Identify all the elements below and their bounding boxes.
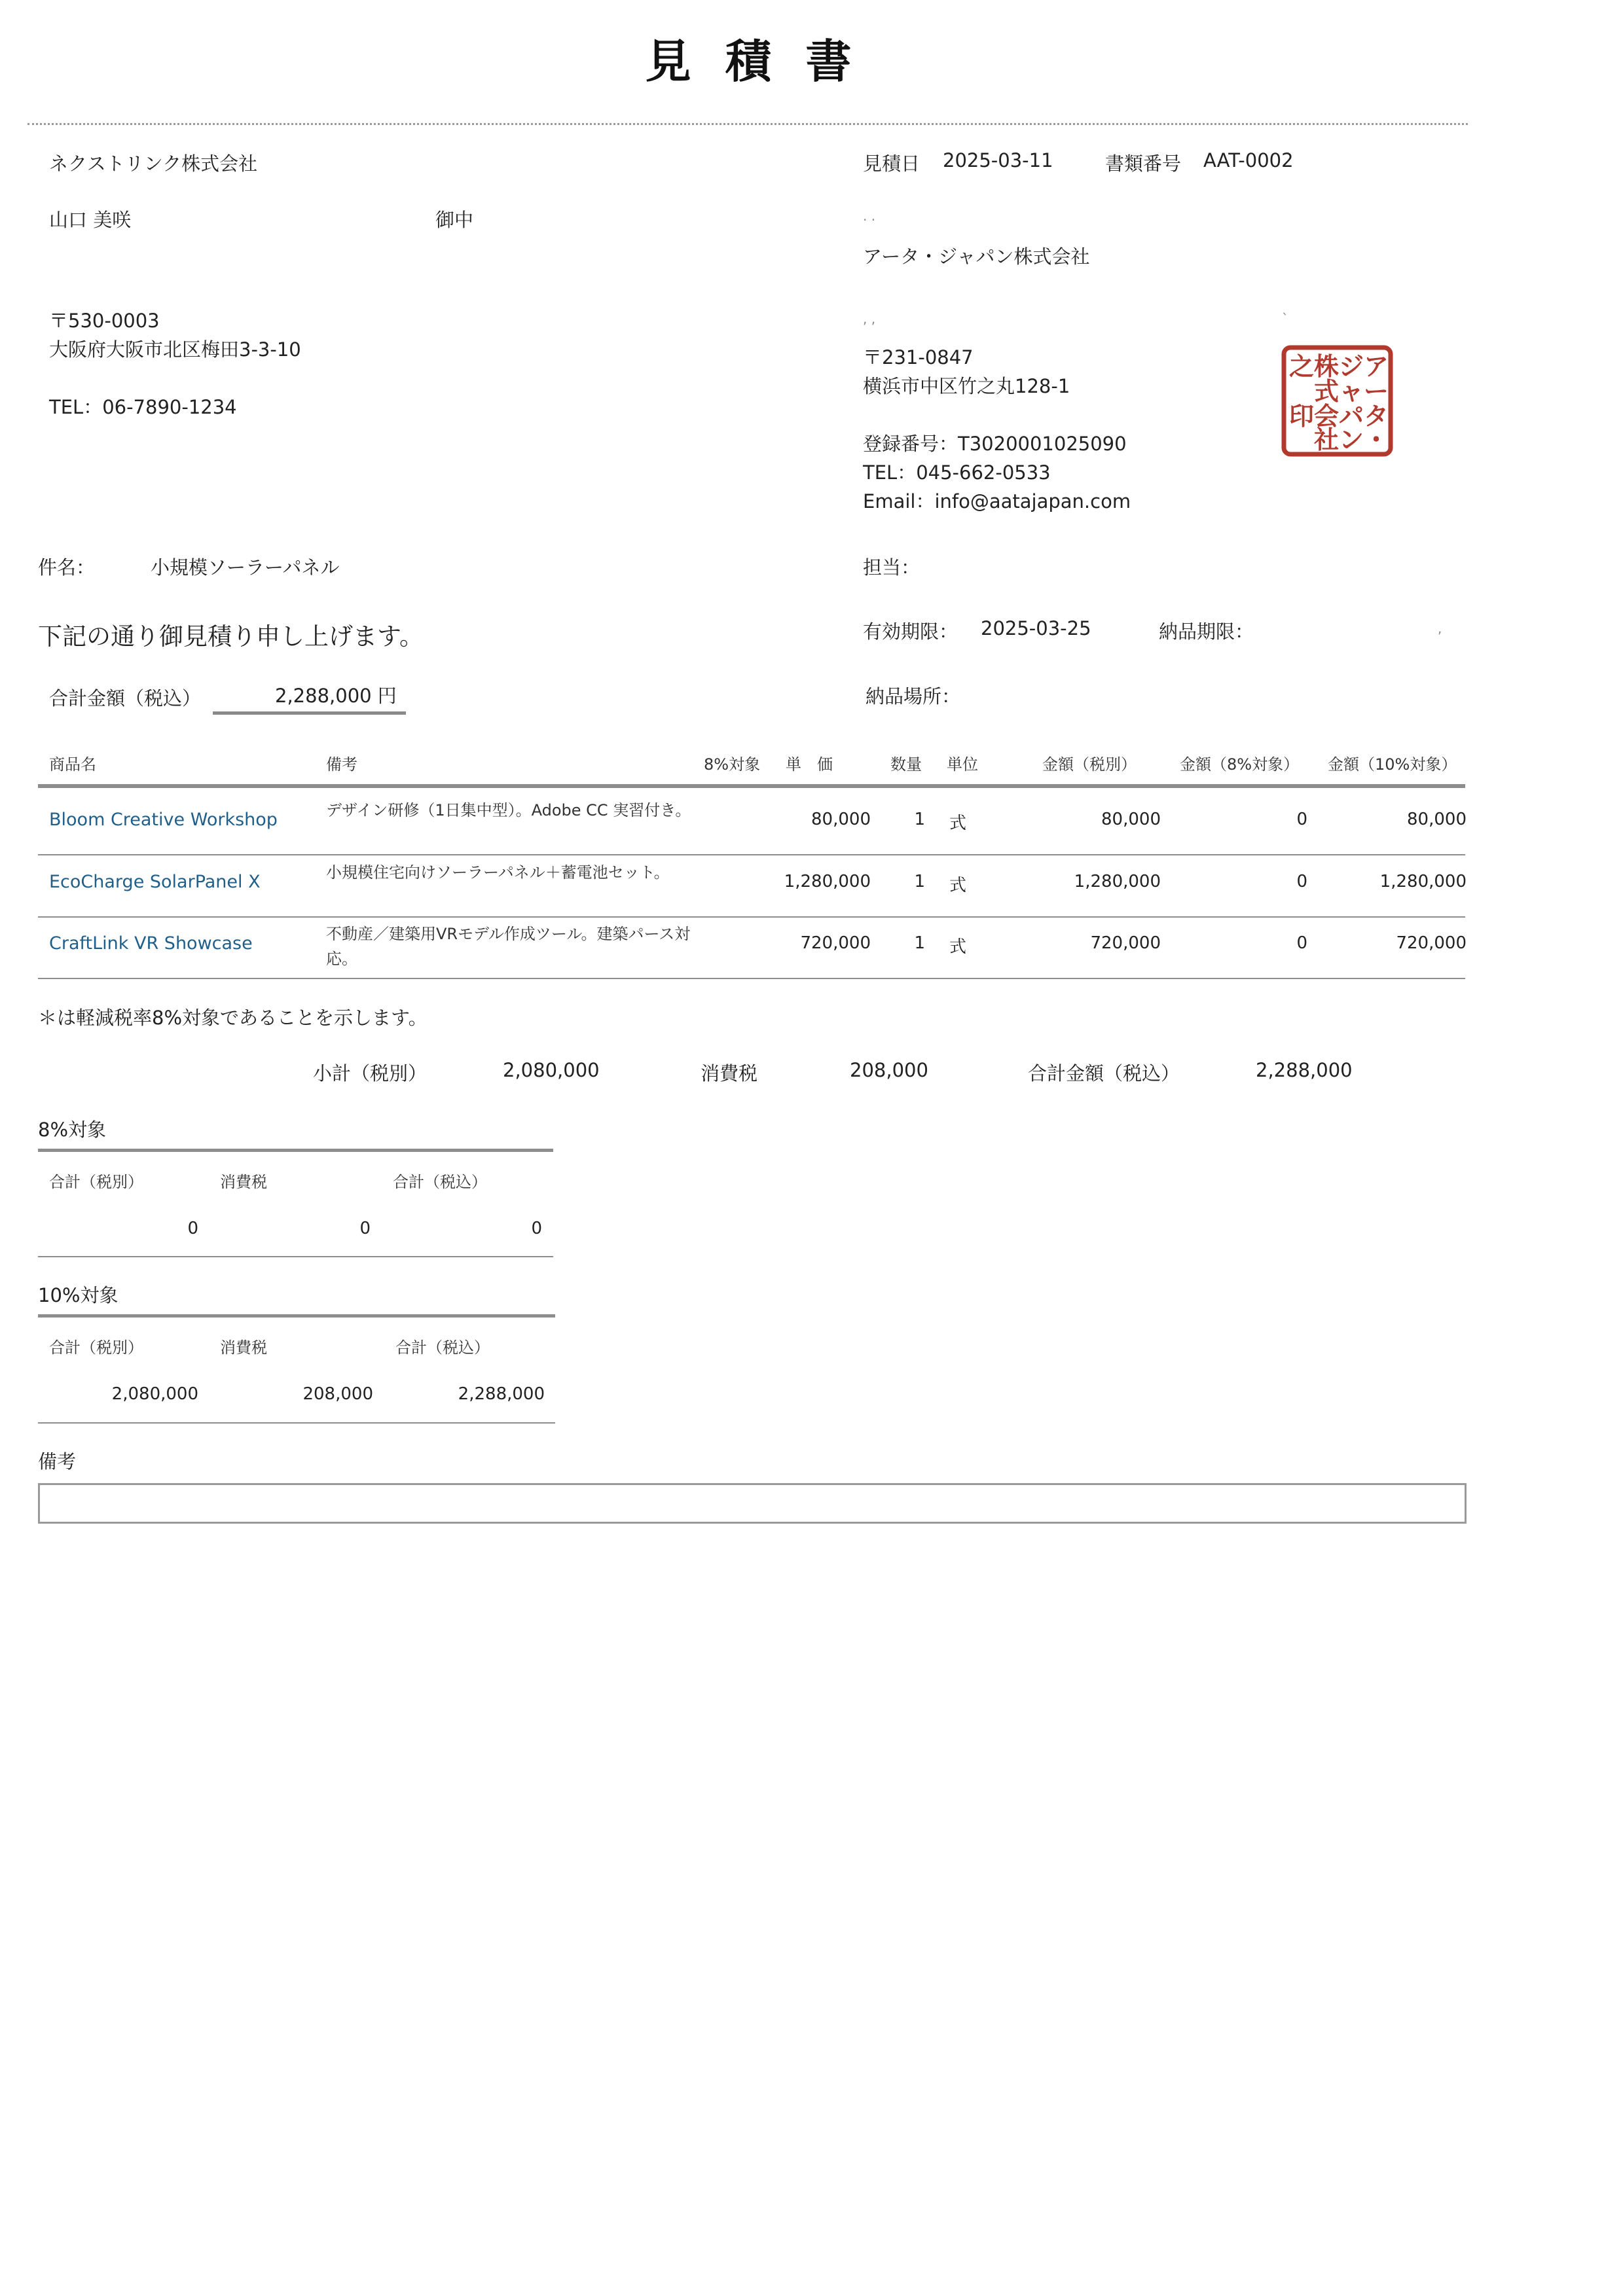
row-note: 不動産／建築用VRモデル作成ツール。建築パース対応。 [326,925,691,968]
tax-8-header-total: 合計（税込） [393,1173,487,1191]
customer-person: 山口 美咲 [49,209,132,231]
svg-text:パ: パ [1339,401,1364,431]
svg-text:社: 社 [1314,425,1340,454]
tax-8-header-tax: 消費税 [220,1173,267,1191]
doc-number-value: AAT-0002 [1203,149,1294,171]
tax-8-label: 8%対象 [38,1119,107,1141]
th-amount-10: 金額（10%対象） [1328,755,1457,774]
tax-8-tax: 0 [359,1219,371,1238]
row-product: CraftLink VR Showcase [49,933,253,954]
tax-10-total: 2,288,000 [458,1384,545,1404]
row-amount: 1,280,000 [1074,872,1161,891]
th-note: 備考 [326,755,357,774]
tax-10-label: 10%対象 [38,1284,119,1306]
delivery-deadline-label: 納品期限： [1159,620,1254,643]
title-divider [27,123,1468,125]
row-note: 小規模住宅向けソーラーパネル＋蓄電池セット。 [326,863,670,882]
tax-10-top-rule [38,1314,555,1318]
tax-10-header-tax: 消費税 [220,1338,267,1357]
row-amount: 80,000 [1101,810,1161,829]
document-title: 見 積 書 [645,35,861,88]
svg-text:ジ: ジ [1339,351,1364,381]
issuer-address: 横浜市中区竹之丸128-1 [863,375,1070,397]
row-divider [38,916,1465,918]
issuer-company: アータ・ジャパン株式会社 [863,245,1090,268]
row-unit-price: 1,280,000 [784,872,871,891]
total-underline [213,711,406,715]
th-product: 商品名 [49,755,96,774]
tax-10-header-total: 合計（税込） [395,1338,490,1357]
svg-text:株: 株 [1314,351,1340,381]
row-product: Bloom Creative Workshop [49,810,278,830]
tax-8-top-rule [38,1149,553,1152]
svg-text:式: 式 [1314,376,1340,406]
row-qty: 1 [914,872,925,891]
row-divider [38,854,1465,855]
tax-10-header-subtotal: 合計（税別） [49,1338,143,1357]
total-value: 2,288,000 円 [275,685,397,707]
issuer-email: Email：info@aatajapan.com [863,490,1131,512]
th-amount: 金額（税別） [1042,755,1137,774]
tax-10-subtotal: 2,080,000 [111,1384,198,1404]
svg-text:ャ: ャ [1339,376,1364,406]
customer-postal: 〒530-0003 [49,310,160,332]
footnote: ＊は軽減税率8%対象であることを示します。 [38,1007,428,1029]
table-header-rule [38,784,1465,788]
tax-8-subtotal: 0 [187,1219,198,1238]
issuer-registration: 登録番号：T3020001025090 [863,433,1127,455]
svg-text:・: ・ [1364,425,1389,454]
date-value: 2025-03-11 [943,149,1053,171]
tax-8-header-subtotal: 合計（税別） [49,1173,143,1191]
row-note: デザイン研修（1日集中型）。Adobe CC 実習付き。 [326,801,691,819]
svg-text:印: 印 [1289,401,1315,431]
company-seal-icon [1280,344,1395,458]
issuer-marks-c: ` [1282,311,1288,327]
svg-text:タ: タ [1364,401,1389,431]
row-unit: 式 [949,876,967,895]
th-qty: 数量 [890,755,922,774]
total-label: 合計金額（税込） [49,687,202,709]
delivery-place-label: 納品場所： [866,685,961,708]
th-reduced: 8%対象 [704,755,761,774]
issuer-postal: 〒231-0847 [863,346,974,368]
subtotal-value: 2,080,000 [503,1059,600,1081]
grand-total-value: 2,288,000 [1256,1059,1353,1081]
validity-label: 有効期限： [863,620,958,643]
date-label: 見積日 [863,152,921,175]
row-amount-8: 0 [1296,810,1307,829]
issuer-marks-a: . . [863,208,876,224]
row-unit-price: 80,000 [811,810,871,829]
th-unit-price: 単 価 [786,755,833,774]
svg-text:之: 之 [1289,351,1315,381]
tax-10-bottom-rule [38,1422,555,1424]
tax-8-bottom-rule [38,1256,553,1257]
th-unit: 単位 [947,755,978,774]
tax-8-total: 0 [531,1219,542,1238]
row-unit: 式 [949,937,967,957]
row-product: EcoCharge SolarPanel X [49,872,261,892]
svg-text:ン: ン [1339,425,1364,454]
subtotal-label: 小計（税別） [313,1062,428,1085]
subject-value: 小規模ソーラーパネル [151,556,340,579]
row-divider [38,978,1465,979]
remarks-box [38,1483,1467,1524]
tax-label: 消費税 [701,1062,758,1085]
row-amount-10: 1,280,000 [1379,872,1467,891]
row-amount: 720,000 [1090,933,1161,953]
issuer-tel: TEL：045-662-0533 [863,461,1051,484]
row-qty: 1 [914,810,925,829]
customer-tel: TEL：06-7890-1234 [49,396,237,418]
tax-10-tax: 208,000 [302,1384,373,1404]
svg-text:ア: ア [1364,351,1389,381]
svg-text:会: 会 [1314,401,1340,431]
greeting-text: 下記の通り御見積り申し上げます。 [38,622,424,651]
svg-text:ー: ー [1364,376,1389,406]
customer-honorific: 御中 [435,209,474,231]
issuer-marks-b: , , [863,311,876,327]
row-amount-10: 720,000 [1396,933,1467,953]
row-amount-8: 0 [1296,933,1307,953]
tax-value: 208,000 [850,1059,928,1081]
subject-label: 件名： [38,556,96,579]
row-amount-10: 80,000 [1407,810,1467,829]
remarks-label: 備考 [38,1450,77,1473]
th-amount-8: 金額（8%対象） [1180,755,1300,774]
customer-address: 大阪府大阪市北区梅田3-3-10 [49,338,301,361]
row-amount-8: 0 [1296,872,1307,891]
grand-total-label: 合計金額（税込） [1028,1062,1180,1085]
row-unit-price: 720,000 [800,933,871,953]
row-qty: 1 [914,933,925,953]
row-unit: 式 [949,814,967,833]
delivery-deadline-mark: , [1438,620,1442,636]
person-in-charge-label: 担当： [863,556,921,579]
doc-number-label: 書類番号 [1105,152,1182,175]
validity-value: 2025-03-25 [981,617,1091,639]
customer-company: ネクストリンク株式会社 [49,152,258,175]
